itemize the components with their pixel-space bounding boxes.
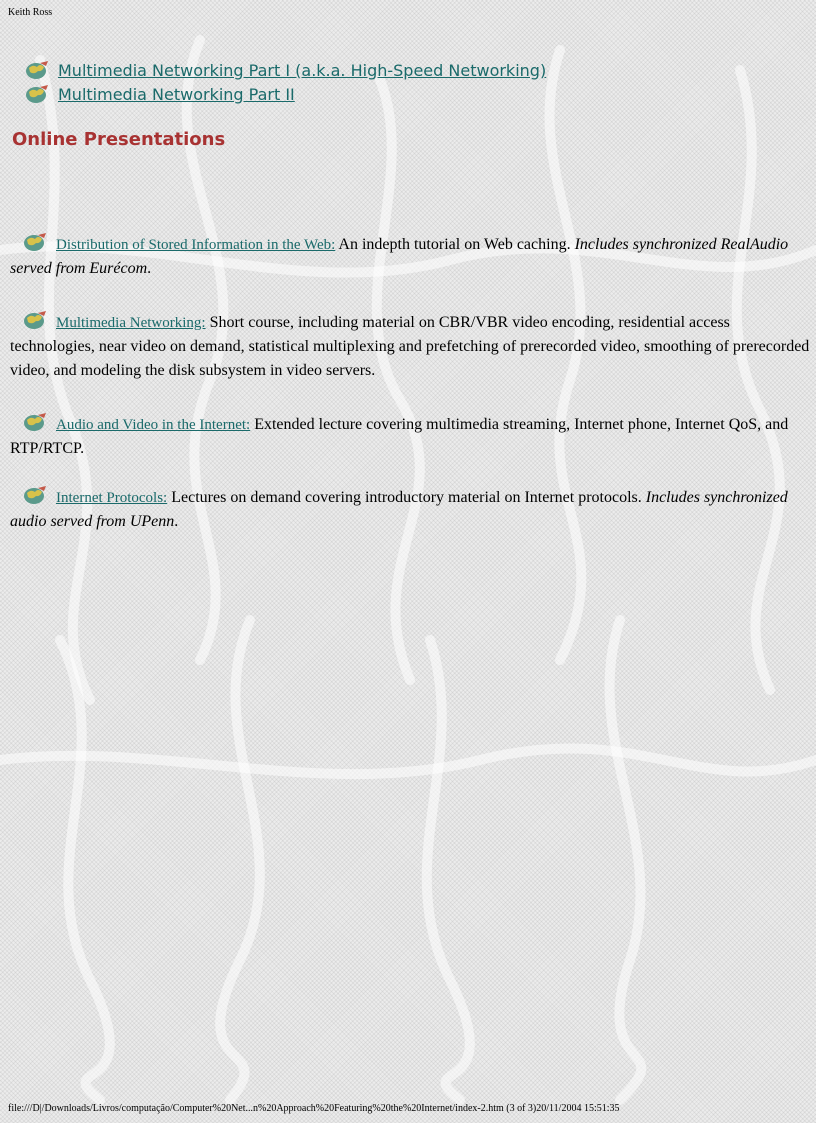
globe-bullet-icon — [22, 485, 48, 505]
link-multimedia-networking[interactable]: Multimedia Networking: — [56, 315, 206, 331]
presentation-description: Extended lecture covering multimedia streaming, Internet phone, Internet QoS, and RTP/RTCP. — [10, 416, 789, 457]
link-multimedia-networking-part-1[interactable]: Multimedia Networking Part I (a.k.a. High-Speed Networking) — [58, 60, 547, 80]
presentation-item — [10, 485, 810, 534]
presentation-item — [10, 232, 810, 281]
presentation-item — [10, 310, 810, 383]
link-multimedia-networking-part-2[interactable]: Multimedia Networking Part II — [58, 84, 295, 104]
link-distribution-of-stored-information[interactable]: Distribution of Stored Information in the Web: — [56, 237, 336, 253]
presentation-note: Includes synchronized audio served from UPenn — [10, 489, 788, 530]
globe-bullet-icon — [22, 232, 48, 252]
presentation-tail: . — [147, 260, 152, 277]
presentation-item — [10, 412, 810, 461]
globe-bullet-icon — [24, 60, 50, 80]
top-link-item — [24, 84, 295, 104]
globe-bullet-icon — [22, 412, 48, 432]
page-header-author: Keith Ross — [8, 7, 53, 18]
presentation-description: Short course, including material on CBR/VBR video encoding, residential access technologies, near video on demand, statistical multiplexing and prefetching of prerecorded video, smoothing of prerecorded video, and modeling the disk subsystem in video servers. — [10, 314, 810, 379]
presentation-description: An indepth tutorial on Web caching. — [335, 236, 575, 253]
link-audio-and-video-in-the-internet[interactable]: Audio and Video in the Internet: — [56, 417, 251, 433]
globe-bullet-icon — [22, 310, 48, 330]
top-link-item — [24, 60, 546, 80]
link-internet-protocols[interactable]: Internet Protocols: — [56, 490, 168, 506]
page-footer-path: file:///D|/Downloads/Livros/computação/Computer%20Net...n%20Approach%20Featuring%20the%20Internet/index-2.htm (3 of 3)20/11/2004 15:51:35 — [8, 1103, 620, 1114]
section-title: Online Presentations — [12, 129, 226, 150]
presentation-note: Includes synchronized RealAudio served from Eurécom — [10, 236, 789, 277]
presentation-tail: . — [174, 513, 179, 530]
presentation-description: Lectures on demand covering introductory material on Internet protocols. — [167, 489, 646, 506]
globe-bullet-icon — [24, 84, 50, 104]
